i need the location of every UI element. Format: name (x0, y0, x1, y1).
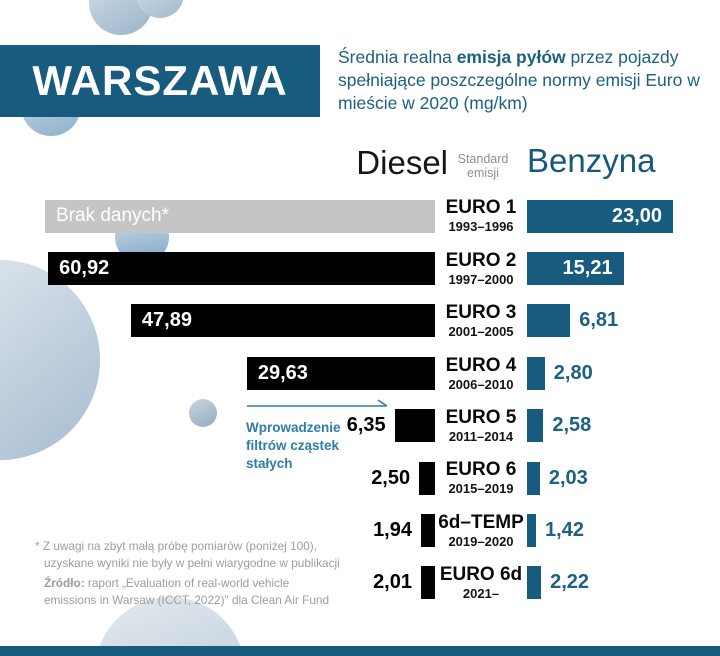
city-title: WARSZAWA (32, 57, 288, 104)
euro-standard-cell (435, 251, 527, 287)
benzyna-cell (527, 304, 685, 337)
chart-subtitle (338, 46, 710, 114)
euro-standard-years: 2019–2020 (448, 533, 514, 549)
euro-standard-label: 6d–TEMP (438, 511, 524, 533)
benzyna-value-label: 2,80 (553, 361, 593, 384)
chart-row (45, 242, 685, 294)
subtitle-bold: emisja pyłów (456, 47, 566, 67)
subtitle-text: przez pojazdy spełniające poszczególne normy emisji Euro w mieście w 2020 (mg/km) (338, 47, 700, 113)
source-text: raport „Evaluation of real-world vehicle emissions in Warsaw (ICCT, 2022)" dla Clean Air Fund (44, 576, 330, 607)
diesel-bar-no-data (45, 200, 435, 233)
euro-standard-cell (435, 198, 527, 234)
diesel-bar (421, 514, 435, 547)
diesel-value-label: 2,01 (373, 571, 412, 594)
diesel-value-label: 60,92 (59, 257, 110, 280)
benzyna-cell (527, 200, 685, 233)
euro-standard-label: EURO 5 (445, 406, 517, 428)
benzyna-bar (527, 462, 540, 495)
euro-standard-label: EURO 4 (445, 354, 517, 376)
euro-standard-label: EURO 3 (445, 302, 517, 324)
column-header-benzyna: Benzyna (527, 142, 656, 179)
euro-standard-years: 2011–2014 (448, 428, 514, 444)
benzyna-value-label: 6,81 (579, 309, 619, 332)
euro-standard-years: 2001–2005 (448, 324, 514, 340)
diesel-bar (247, 357, 435, 390)
euro-standard-years: 1997–2000 (448, 271, 514, 287)
benzyna-bar (527, 304, 570, 337)
euro-standard-cell (435, 303, 527, 339)
benzyna-bar (527, 409, 543, 442)
benzyna-bar (527, 514, 536, 547)
diesel-bar (395, 409, 435, 442)
diesel-bar (421, 566, 435, 599)
benzyna-value-label: 23,00 (611, 204, 663, 227)
dpf-annotation (246, 397, 396, 472)
benzyna-bar (527, 252, 624, 285)
diesel-value-label: 47,89 (141, 309, 192, 332)
benzyna-value-label: 15,21 (562, 257, 613, 280)
diesel-value-label: 29,63 (257, 361, 308, 384)
benzyna-bar (527, 200, 673, 233)
diesel-cell (45, 304, 435, 337)
diesel-value-label: 6,35 (346, 414, 386, 437)
euro-standard-cell (435, 408, 527, 444)
euro-standard-label: EURO 2 (445, 249, 517, 271)
chart-row (45, 190, 685, 242)
city-banner (0, 45, 320, 117)
benzyna-cell (527, 462, 685, 495)
euro-standard-years: 2015–2019 (448, 481, 514, 497)
euro-standard-cell (435, 565, 527, 601)
euro-standard-years: 2006–2010 (448, 376, 514, 392)
euro-standard-cell (435, 460, 527, 496)
benzyna-value-label: 1,42 (545, 519, 584, 542)
chart-row (45, 295, 685, 347)
column-header-standard: Standard emisji (457, 152, 509, 181)
euro-standard-years: 1993–1996 (448, 219, 514, 235)
euro-standard-label: EURO 1 (445, 197, 517, 219)
diesel-bar (419, 462, 435, 495)
benzyna-value-label: 2,58 (552, 414, 592, 437)
diesel-bar (48, 252, 435, 285)
euro-standard-cell (435, 513, 527, 549)
footnote-asterisk: * Z uwagi na zbyt małą próbę pomiarów (poniżej 100), uzyskane wyniki nie były w pełni wiarygodne w publikacji (35, 539, 340, 570)
source-note (44, 575, 339, 608)
source-label: Źródło: (44, 576, 85, 590)
diesel-value-label: 2,50 (371, 466, 411, 489)
euro-standard-years: 2021– (462, 586, 500, 602)
benzyna-cell (527, 252, 685, 285)
subtitle-text: Średnia realna (338, 47, 457, 67)
diesel-cell (45, 200, 435, 233)
diesel-bar (131, 304, 435, 337)
euro-standard-label: EURO 6 (445, 459, 517, 481)
diesel-cell (45, 252, 435, 285)
arrow-right-icon (246, 397, 394, 411)
column-header-diesel: Diesel (356, 144, 448, 181)
euro-standard-label: EURO 6d (439, 564, 523, 586)
benzyna-cell (527, 357, 685, 390)
dpf-annotation-text: Wprowadzenie filtrów cząstek stałych (246, 420, 341, 471)
benzyna-value-label: 2,22 (550, 571, 590, 594)
diesel-value-label: 1,94 (373, 519, 412, 542)
benzyna-bar (527, 566, 541, 599)
diesel-cell (45, 357, 435, 390)
chart-row (45, 347, 685, 399)
benzyna-bar (527, 357, 545, 390)
euro-standard-cell (435, 356, 527, 392)
benzyna-cell (527, 409, 685, 442)
benzyna-cell (527, 514, 685, 547)
diesel-no-data-label: Brak danych* (56, 205, 170, 227)
footer-bar (0, 646, 720, 656)
benzyna-cell (527, 566, 685, 599)
benzyna-value-label: 2,03 (548, 466, 588, 489)
